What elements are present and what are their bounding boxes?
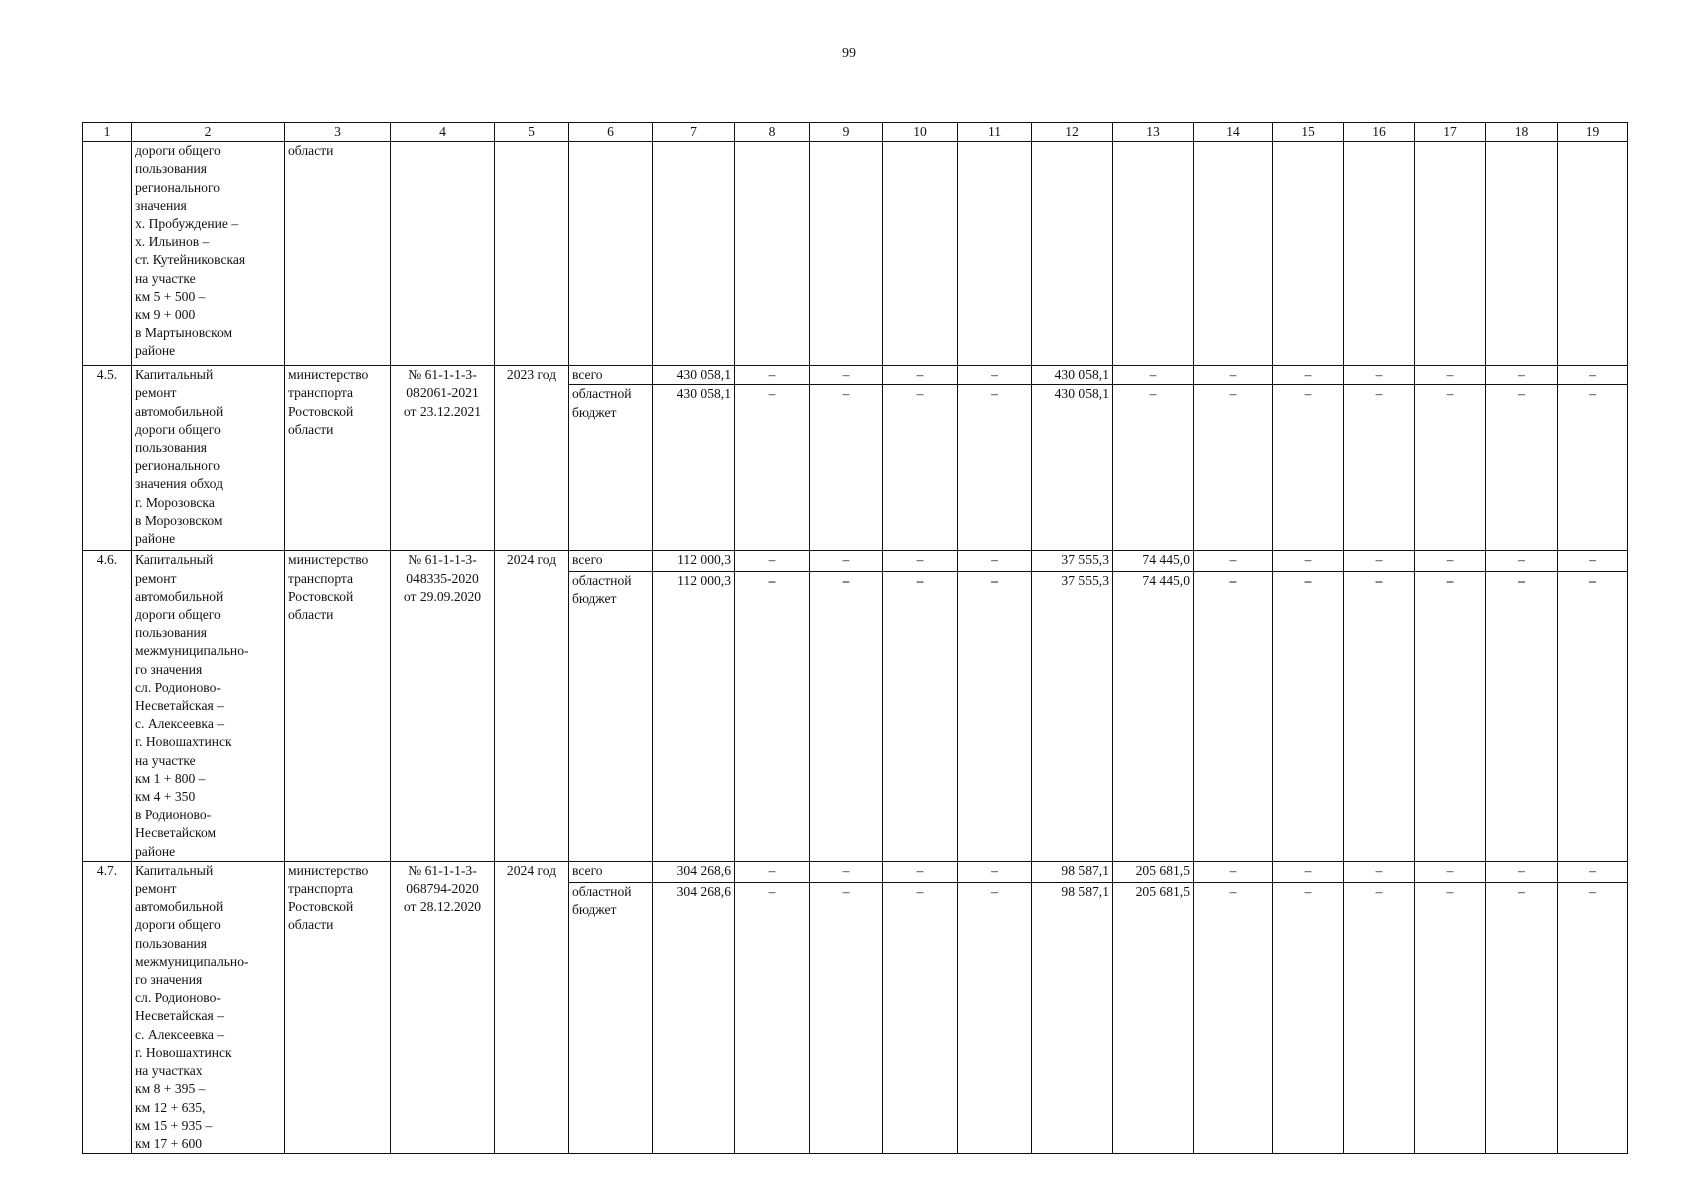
cell-dash: – (958, 882, 1032, 1153)
cell-source: областной бюджет (569, 572, 653, 862)
header-row (83, 123, 1628, 142)
cell-amount: 205 681,5 (1113, 882, 1194, 1153)
cell-dash: – (810, 882, 883, 1153)
cell-name: Капитальный ремонт автомобильной дороги общего пользования межмуниципально- го значения сл. Родионово- Несветайская – с. Алексеевка – г. Новошахтинск на участках км 8 + 395 – км 12 + 635, км 15 + 935 – км 17 + 600 (132, 861, 285, 1153)
cell-year: 2024 год (495, 551, 569, 861)
cell-amount: 430 058,1 (653, 385, 735, 551)
cell-dash: – (735, 385, 810, 551)
cell-dash: – (1194, 551, 1273, 572)
cell-amount: 430 058,1 (1032, 366, 1113, 385)
cell-dash: – (1194, 366, 1273, 385)
cell-empty (569, 142, 653, 366)
cell-num: 4.7. (83, 861, 132, 1153)
col-header: 4 (391, 123, 495, 142)
col-header: 15 (1273, 123, 1344, 142)
cell-amount: 98 587,1 (1032, 882, 1113, 1153)
cell-dash: – (810, 572, 883, 862)
col-header: 12 (1032, 123, 1113, 142)
cell-dash: – (1558, 572, 1628, 862)
col-header: 17 (1415, 123, 1486, 142)
cell-amount: 112 000,3 (653, 551, 735, 572)
cell-amount: 37 555,3 (1032, 572, 1113, 862)
cell-dash: – (1558, 551, 1628, 572)
cell-dash: – (735, 551, 810, 572)
cell-empty (1415, 142, 1486, 366)
cell-dash: – (1415, 551, 1486, 572)
page-number: 99 (842, 46, 856, 61)
cell-name: дороги общего пользования регионального значения х. Пробуждение – х. Ильинов – ст. Кутейниковская на участке км 5 + 500 – км 9 + 000 в Мартыновском районе (132, 142, 285, 366)
cell-num: 4.6. (83, 551, 132, 861)
cell-dash: – (1486, 366, 1558, 385)
cell-empty (391, 142, 495, 366)
cell-dash: – (1415, 861, 1486, 882)
cell-empty (495, 142, 569, 366)
cell-executor: министерство транспорта Ростовской области (285, 366, 391, 551)
cell-dash: – (1558, 366, 1628, 385)
col-header: 2 (132, 123, 285, 142)
cell-dash: – (810, 551, 883, 572)
cell-dash: – (1486, 882, 1558, 1153)
cell-source: всего (569, 366, 653, 385)
cell-dash: – (1194, 861, 1273, 882)
cell-executor: министерство транспорта Ростовской области (285, 861, 391, 1153)
cell-dash: – (1344, 385, 1415, 551)
cell-dash: – (1273, 861, 1344, 882)
col-header: 16 (1344, 123, 1415, 142)
cell-dash: – (1415, 385, 1486, 551)
cell-dash: – (883, 385, 958, 551)
cell-dash: – (1113, 385, 1194, 551)
cell-dash: – (1558, 882, 1628, 1153)
cell-executor: министерство транспорта Ростовской области (285, 551, 391, 861)
cell-doc: № 61-1-1-3- 082061-2021 от 23.12.2021 (391, 366, 495, 551)
cell-amount: 304 268,6 (653, 861, 735, 882)
cell-year: 2024 год (495, 861, 569, 1153)
cell-dash: – (810, 385, 883, 551)
cell-executor: области (285, 142, 391, 366)
col-header: 6 (569, 123, 653, 142)
table-header (83, 123, 1628, 142)
col-header: 19 (1558, 123, 1628, 142)
cell-dash: – (1558, 385, 1628, 551)
col-header: 3 (285, 123, 391, 142)
cell-empty (958, 142, 1032, 366)
cell-dash: – (883, 551, 958, 572)
col-header: 10 (883, 123, 958, 142)
col-header: 11 (958, 123, 1032, 142)
col-header: 1 (83, 123, 132, 142)
cell-amount: 430 058,1 (653, 366, 735, 385)
cell-num (83, 142, 132, 366)
cell-dash: – (958, 366, 1032, 385)
cell-dash: – (735, 861, 810, 882)
cell-dash: – (1194, 572, 1273, 862)
entry-row-total (83, 551, 1628, 572)
cell-dash: – (1486, 572, 1558, 862)
col-header: 9 (810, 123, 883, 142)
cell-source: областной бюджет (569, 882, 653, 1153)
cell-dash: – (1415, 882, 1486, 1153)
cell-dash: – (883, 366, 958, 385)
cell-name: Капитальный ремонт автомобильной дороги общего пользования регионального значения обход г. Морозовска в Морозовском районе (132, 366, 285, 551)
cell-num: 4.5. (83, 366, 132, 551)
cell-dash: – (810, 366, 883, 385)
cell-dash: – (1486, 861, 1558, 882)
table-body (83, 142, 1628, 1154)
cell-dash: – (883, 882, 958, 1153)
cell-dash: – (1344, 572, 1415, 862)
col-header: 14 (1194, 123, 1273, 142)
cell-doc: № 61-1-1-3- 048335-2020 от 29.09.2020 (391, 551, 495, 861)
cell-dash: – (1194, 385, 1273, 551)
cell-dash: – (883, 572, 958, 862)
cell-dash: – (735, 366, 810, 385)
cell-source: всего (569, 551, 653, 572)
cell-dash: – (883, 861, 958, 882)
entry-row-total (83, 861, 1628, 882)
cell-dash: – (1273, 572, 1344, 862)
cell-amount: 37 555,3 (1032, 551, 1113, 572)
cell-dash: – (958, 861, 1032, 882)
col-header: 5 (495, 123, 569, 142)
cell-dash: – (810, 861, 883, 882)
col-header: 18 (1486, 123, 1558, 142)
cell-empty (1032, 142, 1113, 366)
cell-dash: – (958, 551, 1032, 572)
cell-dash: – (958, 385, 1032, 551)
cell-amount: 74 445,0 (1113, 572, 1194, 862)
cell-dash: – (1344, 366, 1415, 385)
cell-dash: – (1344, 882, 1415, 1153)
cell-dash: – (1113, 366, 1194, 385)
cell-dash: – (735, 882, 810, 1153)
cell-amount: 98 587,1 (1032, 861, 1113, 882)
cell-empty (1113, 142, 1194, 366)
cell-empty (735, 142, 810, 366)
cell-empty (653, 142, 735, 366)
cell-empty (883, 142, 958, 366)
cell-dash: – (735, 572, 810, 862)
cell-empty (810, 142, 883, 366)
col-header: 7 (653, 123, 735, 142)
entry-row-total (83, 366, 1628, 385)
cell-dash: – (1273, 366, 1344, 385)
cell-source: областной бюджет (569, 385, 653, 551)
cell-empty (1273, 142, 1344, 366)
cell-dash: – (1273, 385, 1344, 551)
cell-dash: – (1344, 861, 1415, 882)
cell-amount: 430 058,1 (1032, 385, 1113, 551)
cell-empty (1558, 142, 1628, 366)
cell-dash: – (1486, 385, 1558, 551)
cell-empty (1194, 142, 1273, 366)
cell-year: 2023 год (495, 366, 569, 551)
cell-amount: 205 681,5 (1113, 861, 1194, 882)
cell-dash: – (1273, 551, 1344, 572)
cell-name: Капитальный ремонт автомобильной дороги общего пользования межмуниципально- го значения сл. Родионово- Несветайская – с. Алексеевка – г. Новошахтинск на участке км 1 + 800 – км 4 + 350 в Родионово- Несветайском районе (132, 551, 285, 861)
cell-dash: – (1194, 882, 1273, 1153)
cell-empty (1344, 142, 1415, 366)
cell-dash: – (1273, 882, 1344, 1153)
cell-amount: 112 000,3 (653, 572, 735, 862)
cell-dash: – (1486, 551, 1558, 572)
cell-dash: – (1558, 861, 1628, 882)
cell-amount: 74 445,0 (1113, 551, 1194, 572)
cell-amount: 304 268,6 (653, 882, 735, 1153)
cell-dash: – (1344, 551, 1415, 572)
cell-dash: – (1415, 572, 1486, 862)
cell-source: всего (569, 861, 653, 882)
col-header: 13 (1113, 123, 1194, 142)
cell-dash: – (958, 572, 1032, 862)
col-header: 8 (735, 123, 810, 142)
cell-doc: № 61-1-1-3- 068794-2020 от 28.12.2020 (391, 861, 495, 1153)
budget-table (82, 122, 1628, 1154)
cell-dash: – (1415, 366, 1486, 385)
carry-over-row (83, 142, 1628, 366)
cell-empty (1486, 142, 1558, 366)
